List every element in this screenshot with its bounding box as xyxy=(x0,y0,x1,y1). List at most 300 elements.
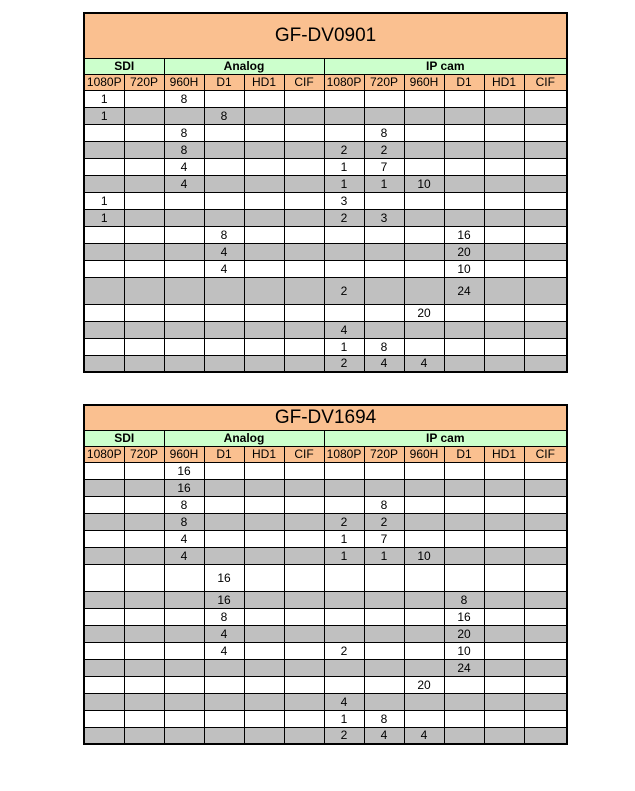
table-cell xyxy=(124,530,164,547)
table-title-row xyxy=(84,13,567,58)
table-cell xyxy=(524,124,567,141)
table-cell xyxy=(444,107,484,124)
table-cell xyxy=(204,338,244,355)
column-header: HD1 xyxy=(244,446,284,462)
table-cell xyxy=(364,676,404,693)
table-cell xyxy=(484,158,524,175)
table-cell xyxy=(204,513,244,530)
column-header: 720P xyxy=(364,74,404,90)
table-cell xyxy=(524,564,567,591)
table-cell xyxy=(364,625,404,642)
column-header: 720P xyxy=(124,446,164,462)
table-cell: 4 xyxy=(364,727,404,744)
table-cell xyxy=(484,338,524,355)
table-cell xyxy=(284,591,324,608)
table-cell xyxy=(204,693,244,710)
table-cell xyxy=(364,321,404,338)
table-cell xyxy=(164,338,204,355)
table-row xyxy=(84,676,567,693)
table-cell xyxy=(244,124,284,141)
table-cell: 4 xyxy=(364,355,404,372)
table-cell xyxy=(524,530,567,547)
table-cell xyxy=(164,209,204,226)
table-cell: 20 xyxy=(444,625,484,642)
table-cell: 8 xyxy=(204,226,244,243)
table-cell xyxy=(524,608,567,625)
table-cell xyxy=(204,90,244,107)
table-cell xyxy=(244,693,284,710)
table-cell xyxy=(524,591,567,608)
table-cell xyxy=(124,659,164,676)
table-cell xyxy=(164,304,204,321)
table-cell xyxy=(84,338,124,355)
table-cell xyxy=(524,107,567,124)
table-cell xyxy=(124,355,164,372)
table-cell: 8 xyxy=(364,124,404,141)
table-cell: 1 xyxy=(84,107,124,124)
table-cell: 16 xyxy=(204,564,244,591)
table-cell xyxy=(164,243,204,260)
table-cell xyxy=(244,479,284,496)
table-cell xyxy=(524,243,567,260)
table-cell xyxy=(524,141,567,158)
table-cell: 10 xyxy=(404,547,444,564)
table-row xyxy=(84,625,567,642)
column-header: 1080P xyxy=(84,446,124,462)
table-cell xyxy=(164,642,204,659)
table-cell xyxy=(364,659,404,676)
table-cell xyxy=(164,693,204,710)
table-cell xyxy=(484,209,524,226)
table-cell xyxy=(524,496,567,513)
column-header: HD1 xyxy=(244,74,284,90)
table-row xyxy=(84,693,567,710)
group-ipcam: IP cam xyxy=(324,58,567,74)
table-row xyxy=(84,591,567,608)
table-cell xyxy=(524,192,567,209)
table-cell xyxy=(364,608,404,625)
table-cell xyxy=(284,277,324,304)
table-row xyxy=(84,90,567,107)
table-cell xyxy=(524,479,567,496)
table-cell xyxy=(244,209,284,226)
table-cell xyxy=(284,107,324,124)
table-cell xyxy=(164,277,204,304)
table-cell xyxy=(284,175,324,192)
table-cell: 24 xyxy=(444,277,484,304)
table-cell xyxy=(444,496,484,513)
table-cell xyxy=(444,676,484,693)
table-cell: 2 xyxy=(324,209,364,226)
table-cell xyxy=(164,591,204,608)
table-cell xyxy=(204,304,244,321)
table-cell: 2 xyxy=(324,727,364,744)
table-cell xyxy=(404,479,444,496)
table-cell xyxy=(124,175,164,192)
table-cell xyxy=(444,124,484,141)
table-cell xyxy=(204,659,244,676)
table-cell xyxy=(244,260,284,277)
table-cell xyxy=(444,209,484,226)
table-cell: 1 xyxy=(364,547,404,564)
table-cell xyxy=(324,591,364,608)
column-header: 960H xyxy=(404,74,444,90)
table-row xyxy=(84,547,567,564)
table-cell xyxy=(484,107,524,124)
table-row xyxy=(84,608,567,625)
table-cell xyxy=(404,260,444,277)
table-cell: 16 xyxy=(444,226,484,243)
table-cell xyxy=(444,727,484,744)
table-cell xyxy=(524,321,567,338)
table-cell xyxy=(204,462,244,479)
table-cell xyxy=(324,496,364,513)
table-cell: 10 xyxy=(444,260,484,277)
table-cell: 16 xyxy=(164,479,204,496)
table-cell xyxy=(124,226,164,243)
table-cell xyxy=(84,124,124,141)
table-cell: 4 xyxy=(164,175,204,192)
table-cell xyxy=(164,710,204,727)
table-cell xyxy=(124,564,164,591)
table-cell xyxy=(284,141,324,158)
table-cell: 2 xyxy=(364,513,404,530)
table-cell xyxy=(244,175,284,192)
table-cell: 2 xyxy=(324,277,364,304)
table-cell: 24 xyxy=(444,659,484,676)
table-cell xyxy=(364,107,404,124)
table-row xyxy=(84,226,567,243)
table-cell xyxy=(524,158,567,175)
table-cell xyxy=(324,124,364,141)
table-cell xyxy=(124,676,164,693)
table-cell xyxy=(204,727,244,744)
table-cell xyxy=(444,304,484,321)
table-cell xyxy=(164,564,204,591)
table-cell xyxy=(444,547,484,564)
table-cell xyxy=(484,277,524,304)
table-cell xyxy=(364,591,404,608)
table-cell xyxy=(484,192,524,209)
column-header-row xyxy=(84,74,567,90)
table-cell xyxy=(284,530,324,547)
table-cell xyxy=(284,124,324,141)
table-cell xyxy=(244,141,284,158)
table-cell xyxy=(484,564,524,591)
table-cell xyxy=(524,462,567,479)
table-cell: 8 xyxy=(164,90,204,107)
table-cell xyxy=(84,141,124,158)
table-cell xyxy=(324,90,364,107)
table-row xyxy=(84,496,567,513)
table-cell: 4 xyxy=(204,260,244,277)
table-cell xyxy=(324,564,364,591)
group-header-row xyxy=(84,58,567,74)
table-cell: 4 xyxy=(204,625,244,642)
table-cell: 8 xyxy=(364,338,404,355)
table-cell xyxy=(124,547,164,564)
table-cell xyxy=(404,642,444,659)
table-cell xyxy=(164,107,204,124)
table-cell xyxy=(84,479,124,496)
table-cell xyxy=(124,693,164,710)
table-cell xyxy=(484,496,524,513)
table-cell xyxy=(84,513,124,530)
table-cell: 8 xyxy=(444,591,484,608)
group-sdi: SDI xyxy=(84,58,164,74)
table-cell: 4 xyxy=(204,642,244,659)
table-cell xyxy=(84,693,124,710)
table-cell: 16 xyxy=(444,608,484,625)
table-cell: 1 xyxy=(84,90,124,107)
table-row xyxy=(84,564,567,591)
table-cell xyxy=(84,175,124,192)
table-cell: 8 xyxy=(364,710,404,727)
table-cell xyxy=(524,625,567,642)
table-cell xyxy=(204,496,244,513)
table-cell xyxy=(444,693,484,710)
table-cell xyxy=(284,192,324,209)
table-cell xyxy=(444,355,484,372)
table-cell xyxy=(84,226,124,243)
table-cell xyxy=(404,564,444,591)
table-cell xyxy=(524,727,567,744)
table-cell: 2 xyxy=(364,141,404,158)
table-cell: 4 xyxy=(324,693,364,710)
table-row xyxy=(84,642,567,659)
spec-table-gf-dv0901 xyxy=(83,12,568,373)
table-cell xyxy=(204,175,244,192)
table-cell xyxy=(124,124,164,141)
table-cell xyxy=(484,479,524,496)
table-cell xyxy=(124,513,164,530)
table-cell xyxy=(484,304,524,321)
table-cell xyxy=(284,676,324,693)
table-cell xyxy=(524,226,567,243)
table-cell xyxy=(444,530,484,547)
table-cell xyxy=(204,141,244,158)
table-cell xyxy=(364,192,404,209)
table-cell xyxy=(284,226,324,243)
table-row xyxy=(84,209,567,226)
table-cell: 2 xyxy=(324,355,364,372)
table-cell: 4 xyxy=(324,321,364,338)
table-cell xyxy=(484,175,524,192)
table-cell xyxy=(284,90,324,107)
table-title: GF-DV0901 xyxy=(84,13,567,58)
table-cell xyxy=(404,141,444,158)
table-cell: 7 xyxy=(364,530,404,547)
table-cell xyxy=(244,659,284,676)
table-cell xyxy=(364,90,404,107)
group-analog: Analog xyxy=(164,430,324,446)
table-cell xyxy=(404,625,444,642)
table-cell xyxy=(444,192,484,209)
table-cell xyxy=(404,608,444,625)
table-cell xyxy=(484,642,524,659)
table-cell: 1 xyxy=(364,175,404,192)
table-cell xyxy=(284,338,324,355)
table-cell xyxy=(484,693,524,710)
column-header: D1 xyxy=(204,74,244,90)
table-cell xyxy=(284,710,324,727)
table-cell xyxy=(404,243,444,260)
table-cell xyxy=(324,226,364,243)
table-cell xyxy=(164,192,204,209)
table-cell: 8 xyxy=(164,496,204,513)
table-cell xyxy=(84,591,124,608)
table-cell xyxy=(244,496,284,513)
table-cell xyxy=(164,608,204,625)
column-header-row xyxy=(84,446,567,462)
table-cell: 1 xyxy=(324,338,364,355)
table-cell xyxy=(364,693,404,710)
table-cell xyxy=(84,321,124,338)
table-cell xyxy=(284,304,324,321)
table-cell: 8 xyxy=(164,513,204,530)
table-cell xyxy=(444,321,484,338)
table-cell xyxy=(404,462,444,479)
table-cell xyxy=(204,676,244,693)
column-header: D1 xyxy=(204,446,244,462)
table-cell: 1 xyxy=(324,158,364,175)
table-cell xyxy=(484,530,524,547)
table-cell xyxy=(364,260,404,277)
table-row xyxy=(84,243,567,260)
table-cell xyxy=(124,591,164,608)
table-row xyxy=(84,158,567,175)
table-cell xyxy=(244,158,284,175)
column-header: 1080P xyxy=(324,74,364,90)
table-cell xyxy=(484,676,524,693)
table-cell xyxy=(284,355,324,372)
table-cell: 1 xyxy=(324,547,364,564)
table-cell xyxy=(484,243,524,260)
table-cell xyxy=(484,321,524,338)
table-cell xyxy=(404,338,444,355)
table-cell: 2 xyxy=(324,642,364,659)
table-cell xyxy=(244,338,284,355)
table-cell xyxy=(84,608,124,625)
table-cell xyxy=(484,141,524,158)
table-cell xyxy=(124,243,164,260)
table-cell xyxy=(84,260,124,277)
table-cell xyxy=(244,192,284,209)
table-cell xyxy=(124,209,164,226)
table-cell: 10 xyxy=(444,642,484,659)
column-header: 960H xyxy=(404,446,444,462)
table-cell xyxy=(324,608,364,625)
table-cell xyxy=(404,277,444,304)
table-cell xyxy=(84,659,124,676)
table-cell xyxy=(404,659,444,676)
table-cell: 1 xyxy=(84,192,124,209)
table-cell xyxy=(524,277,567,304)
table-row xyxy=(84,355,567,372)
table-cell xyxy=(444,710,484,727)
column-header: CIF xyxy=(524,446,567,462)
table-cell xyxy=(204,710,244,727)
table-row xyxy=(84,192,567,209)
table-cell xyxy=(164,659,204,676)
table-row xyxy=(84,513,567,530)
table-cell xyxy=(364,479,404,496)
table-cell: 4 xyxy=(404,355,444,372)
table-cell xyxy=(524,304,567,321)
table-cell: 3 xyxy=(324,192,364,209)
table-cell xyxy=(364,564,404,591)
table-cell xyxy=(204,355,244,372)
table-cell: 4 xyxy=(404,727,444,744)
table-row xyxy=(84,321,567,338)
table-row xyxy=(84,260,567,277)
table-cell: 7 xyxy=(364,158,404,175)
table-row xyxy=(84,277,567,304)
column-header: D1 xyxy=(444,74,484,90)
table-cell xyxy=(284,693,324,710)
table-cell xyxy=(284,260,324,277)
table-cell xyxy=(284,321,324,338)
table-cell xyxy=(524,659,567,676)
column-header: CIF xyxy=(284,446,324,462)
table-cell xyxy=(84,530,124,547)
column-header: CIF xyxy=(524,74,567,90)
table-cell xyxy=(324,479,364,496)
table-cell xyxy=(204,321,244,338)
table-cell xyxy=(204,192,244,209)
table-cell: 2 xyxy=(324,141,364,158)
table-cell xyxy=(444,338,484,355)
table-cell xyxy=(404,90,444,107)
table-cell: 4 xyxy=(164,530,204,547)
table-cell xyxy=(284,243,324,260)
table-cell xyxy=(524,90,567,107)
table-row xyxy=(84,175,567,192)
table-cell xyxy=(164,727,204,744)
table-cell xyxy=(84,496,124,513)
table-cell xyxy=(364,304,404,321)
table-cell xyxy=(404,158,444,175)
table-cell: 1 xyxy=(324,175,364,192)
table-cell xyxy=(124,727,164,744)
table-cell xyxy=(244,462,284,479)
column-header: 960H xyxy=(164,74,204,90)
table-cell xyxy=(524,513,567,530)
column-header: 960H xyxy=(164,446,204,462)
table-cell xyxy=(124,496,164,513)
group-sdi: SDI xyxy=(84,430,164,446)
table-cell xyxy=(244,564,284,591)
table-row xyxy=(84,710,567,727)
table-cell xyxy=(204,124,244,141)
table-cell: 3 xyxy=(364,209,404,226)
table-cell xyxy=(524,693,567,710)
table-cell xyxy=(84,625,124,642)
table-row xyxy=(84,479,567,496)
table-cell xyxy=(324,659,364,676)
table-cell xyxy=(244,727,284,744)
table-cell: 1 xyxy=(324,710,364,727)
table-title-row xyxy=(84,405,567,430)
table-cell xyxy=(284,727,324,744)
table-cell xyxy=(204,530,244,547)
table-row xyxy=(84,124,567,141)
table-cell xyxy=(124,141,164,158)
table-cell: 2 xyxy=(324,513,364,530)
table-cell xyxy=(444,90,484,107)
table-cell xyxy=(284,564,324,591)
table-cell xyxy=(284,479,324,496)
